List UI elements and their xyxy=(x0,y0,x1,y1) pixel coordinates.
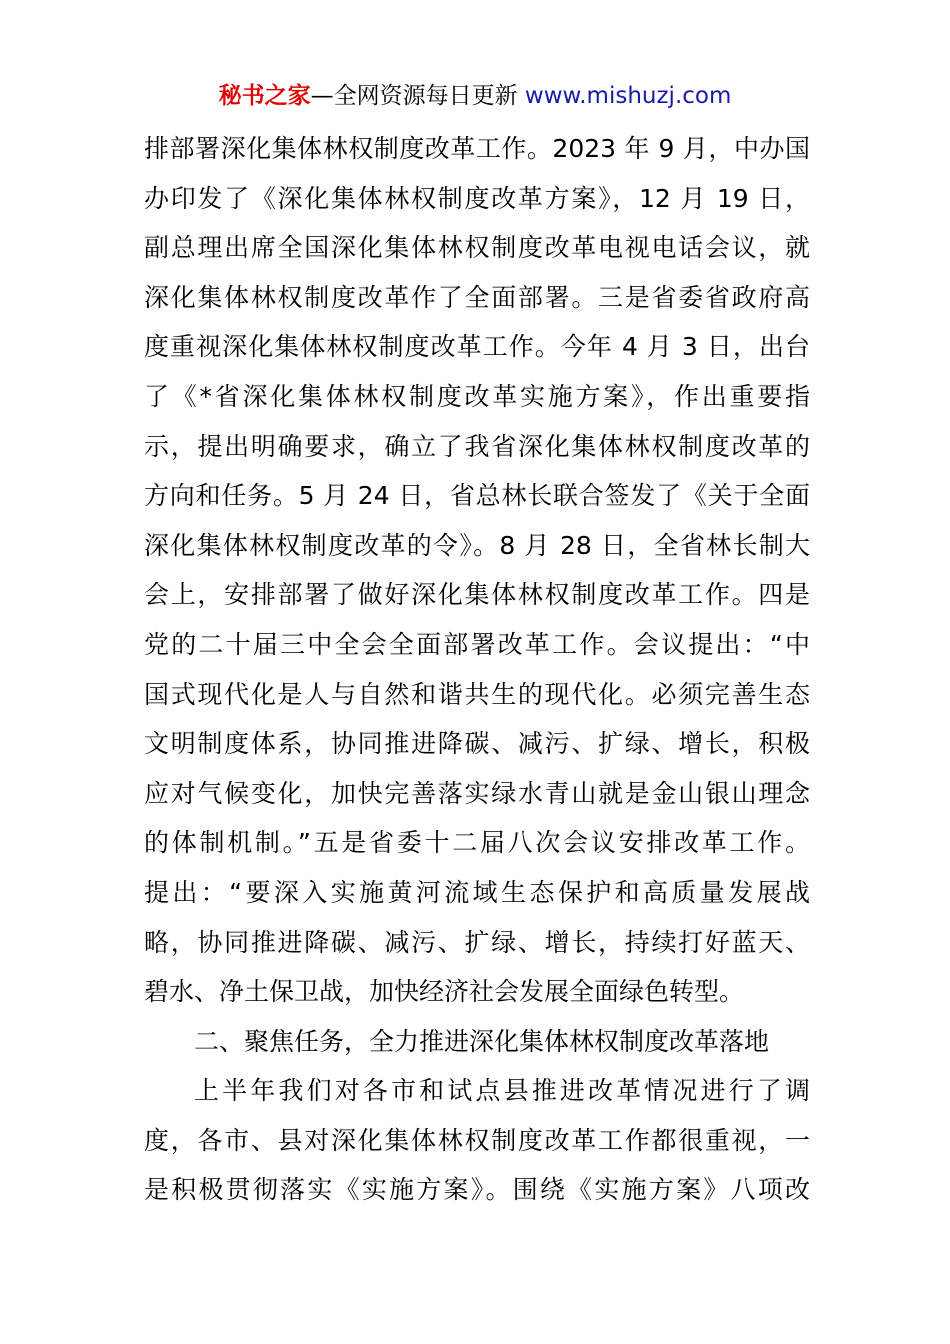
site-url-link[interactable]: www.mishuzj.com xyxy=(524,83,732,109)
body-line: 副总理出席全国深化集体林权制度改革电视电话会议，就 xyxy=(144,233,810,263)
body-line: 方向和任务。5 月 24 日，省总林长联合签发了《关于全面 xyxy=(144,481,810,511)
header-tagline: —全网资源每日更新 xyxy=(310,83,518,109)
body-line: 示，提出明确要求，确立了我省深化集体林权制度改革的 xyxy=(144,431,810,461)
brand-name: 秘书之家 xyxy=(218,83,311,109)
body-line: 度重视深化集体林权制度改革工作。今年 4 月 3 日，出台 xyxy=(144,332,810,362)
body-line: 深化集体林权制度改革作了全面部署。三是省委省政府高 xyxy=(144,282,810,312)
body-line: 的体制机制。”五是省委十二届八次会议安排改革工作。 xyxy=(144,828,810,858)
body-line: 文明制度体系，协同推进降碳、减污、扩绿、增长，积极 xyxy=(144,729,810,759)
section-line: 上半年我们对各市和试点县推进改革情况进行了调 xyxy=(194,1076,810,1106)
body-line: 深化集体林权制度改革的令》。8 月 28 日，全省林长制大 xyxy=(144,530,810,560)
body-line: 办印发了《深化集体林权制度改革方案》，12 月 19 日， xyxy=(144,183,810,213)
body-line: 略，协同推进降碳、减污、扩绿、增长，持续打好蓝天、 xyxy=(144,927,810,957)
body-line: 会上，安排部署了做好深化集体林权制度改革工作。四是 xyxy=(144,580,810,610)
body-line: 党的二十届三中全会全面部署改革工作。会议提出：“中 xyxy=(144,629,810,659)
site-header xyxy=(0,78,950,114)
section-heading: 二、聚焦任务，全力推进深化集体林权制度改革落地 xyxy=(194,1026,770,1056)
document-body xyxy=(144,124,810,1215)
body-line: 排部署深化集体林权制度改革工作。2023 年 9 月，中办国 xyxy=(144,134,810,163)
body-line: 提出：“要深入实施黄河流域生态保护和高质量发展战 xyxy=(144,877,810,907)
section-line: 度，各市、县对深化集体林权制度改革工作都很重视，一 xyxy=(144,1125,810,1155)
body-line: 了《*省深化集体林权制度改革实施方案》，作出重要指 xyxy=(144,381,810,411)
section-line: 是积极贯彻落实《实施方案》。围绕《实施方案》八项改 xyxy=(144,1175,810,1205)
body-line: 国式现代化是人与自然和谐共生的现代化。必须完善生态 xyxy=(144,679,810,709)
body-line: 碧水、净土保卫战，加快经济社会发展全面绿色转型。 xyxy=(144,977,745,1007)
body-line: 应对气候变化，加快完善落实绿水青山就是金山银山理念 xyxy=(144,778,810,808)
